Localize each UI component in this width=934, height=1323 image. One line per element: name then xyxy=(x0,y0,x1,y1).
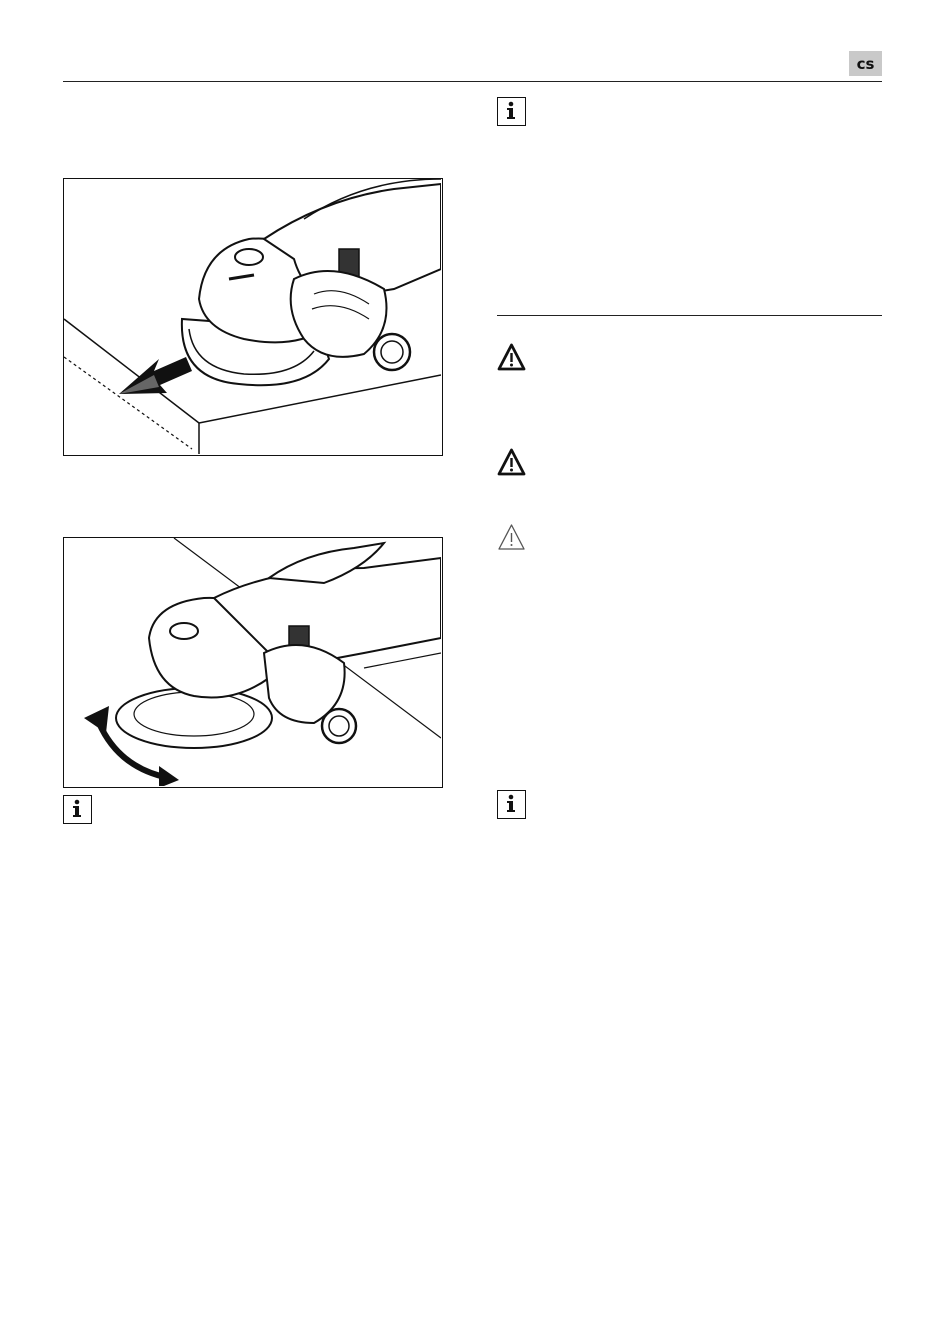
language-badge xyxy=(849,51,882,76)
figure-grinder-swivel-motion xyxy=(63,537,443,788)
caution-icon xyxy=(497,523,526,552)
warning-icon xyxy=(497,448,526,477)
info-icon xyxy=(63,795,92,824)
language-code: cs xyxy=(856,54,875,73)
info-icon xyxy=(497,97,526,126)
figure-grinder-edge-direction xyxy=(63,178,443,456)
header-divider xyxy=(63,81,882,82)
warning-icon xyxy=(497,343,526,372)
info-icon xyxy=(497,790,526,819)
section-divider xyxy=(497,315,882,316)
